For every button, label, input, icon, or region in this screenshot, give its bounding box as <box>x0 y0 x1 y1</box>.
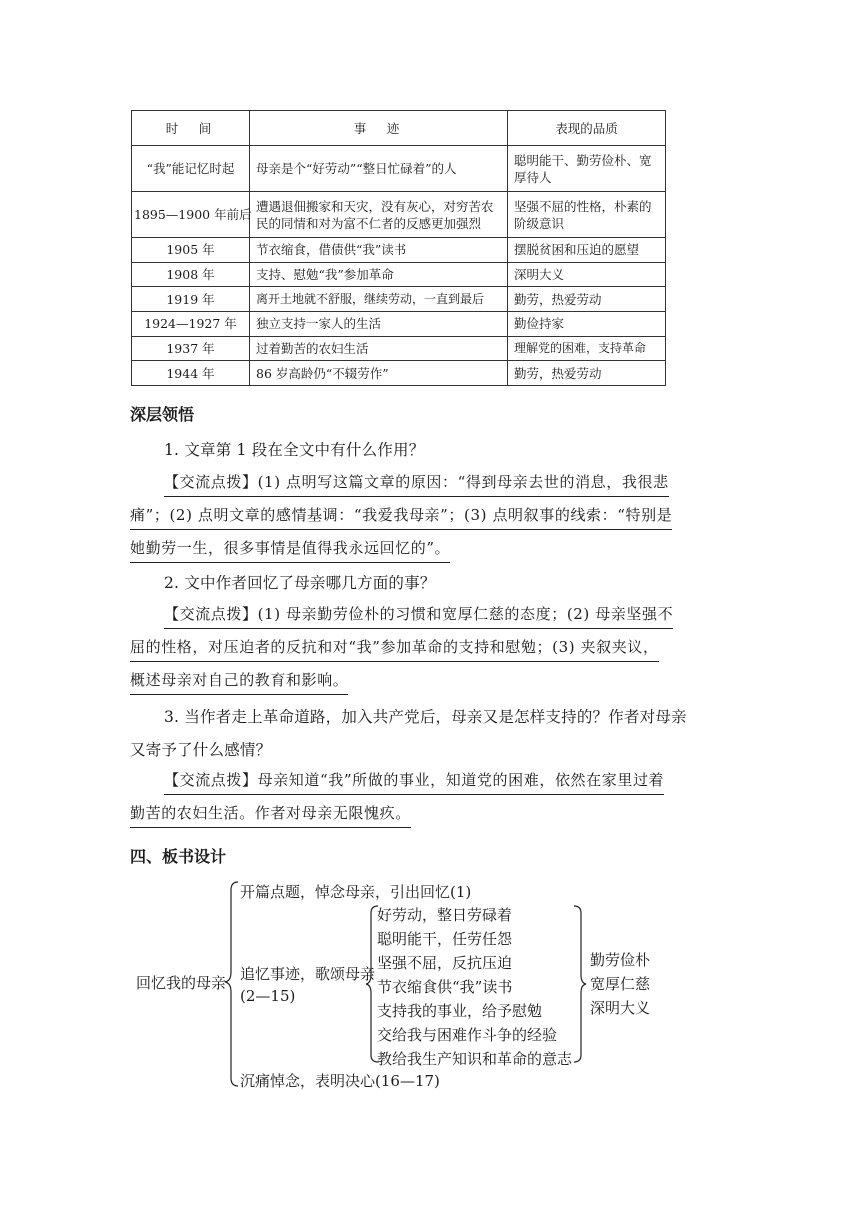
board-deed: 支持我的事业，给予慰勉 <box>377 1002 543 1020</box>
board-branch-opening: 开篇点题，悼念母亲，引出回忆(1) <box>240 883 472 901</box>
board-deed: 聪明能干，任劳任怨 <box>377 930 513 948</box>
answer-1-line: 痛”；(2) 点明文章的感情基调：“我爱我母亲”；(3) 点明叙事的线索：“特别是 <box>130 501 672 530</box>
board-deed: 坚强不屈，反抗压迫 <box>377 954 513 972</box>
cell-time: 1919 年 <box>132 287 250 312</box>
board-branch-deeds: 追忆事迹，歌颂母亲 <box>240 965 376 983</box>
question-2: 2. 文中作者回忆了母亲哪几方面的事？ <box>164 574 436 592</box>
answer-2-line: 【交流点拨】(1) 母亲勤劳俭朴的习惯和宽厚仁慈的态度；(2) 母亲坚强不 <box>164 600 673 629</box>
cell-quality: 勤俭持家 <box>508 312 666 337</box>
answer-2-line: 屈的性格，对压迫者的反抗和对“我”参加革命的支持和慰勉；(3) 夹叙夹议， <box>130 633 659 662</box>
cell-event: 86 岁高龄仍“不辍劳作” <box>250 361 508 386</box>
cell-time: 1905 年 <box>132 238 250 263</box>
cell-quality: 摆脱贫困和压迫的愿望 <box>508 238 666 263</box>
cell-event: 过着勤苦的农妇生活 <box>250 336 508 361</box>
cell-quality: 聪明能干、勤劳俭朴、宽厚待人 <box>508 146 666 192</box>
header-event: 事 迹 <box>250 111 508 146</box>
answer-1-line: 她勤劳一生，很多事情是值得我永远回忆的”。 <box>130 534 450 563</box>
cell-time: 1908 年 <box>132 262 250 287</box>
board-deed: 教给我生产知识和革命的意志 <box>377 1050 573 1068</box>
board-deed: 交给我与困难作斗争的经验 <box>377 1026 558 1044</box>
board-branch-ending: 沉痛悼念，表明决心(16—17) <box>240 1072 440 1090</box>
question-1: 1. 文章第 1 段在全文中有什么作用？ <box>164 441 425 459</box>
brace-qualities <box>574 906 586 1062</box>
cell-time: 1944 年 <box>132 361 250 386</box>
cell-time: “我”能记忆时起 <box>132 146 250 192</box>
cell-event: 母亲是个“好劳动”“整日忙碌着”的人 <box>250 146 508 192</box>
board-root: 回忆我的母亲 <box>136 974 227 992</box>
cell-event: 离开土地就不舒服，继续劳动，一直到最后 <box>250 287 508 312</box>
section-heading-deep: 深层领悟 <box>130 405 195 424</box>
answer-3-line: 【交流点拨】母亲知道“我”所做的事业，知道党的困难，依然在家里过着 <box>164 766 664 795</box>
section-heading-board: 四、板书设计 <box>130 847 227 866</box>
board-quality: 深明大义 <box>590 999 651 1017</box>
cell-time: 1895—1900 年前后 <box>132 192 250 238</box>
cell-event: 节衣缩食，借债供“我”读书 <box>250 238 508 263</box>
cell-quality: 坚强不屈的性格，朴素的阶级意识 <box>508 192 666 238</box>
cell-event: 遭遇退佃搬家和天灾，没有灰心，对穷苦农民的同情和对为富不仁者的反感更加强烈 <box>250 192 508 238</box>
cell-time: 1924—1927 年 <box>132 312 250 337</box>
board-deed: 好劳动，整日劳碌着 <box>377 906 513 924</box>
cell-event: 支持、慰勉“我”参加革命 <box>250 262 508 287</box>
brace-main <box>225 882 238 1086</box>
header-quality: 表现的品质 <box>508 111 666 146</box>
question-3-line: 又寄予了什么感情？ <box>130 741 272 759</box>
answer-3-line: 勤苦的农妇生活。作者对母亲无限愧疚。 <box>130 799 411 828</box>
header-time: 时 间 <box>132 111 250 146</box>
cell-event: 独立支持一家人的生活 <box>250 312 508 337</box>
cell-quality: 勤劳，热爱劳动 <box>508 361 666 386</box>
question-3-line: 3. 当作者走上革命道路，加入共产党后，母亲又是怎样支持的？作者对母亲 <box>164 708 687 726</box>
cell-quality: 勤劳，热爱劳动 <box>508 287 666 312</box>
board-quality: 勤劳俭朴 <box>590 951 651 969</box>
cell-quality: 深明大义 <box>508 262 666 287</box>
cell-time: 1937 年 <box>132 336 250 361</box>
answer-1-line: 【交流点拨】(1) 点明写这篇文章的原因：“得到母亲去世的消息，我很悲 <box>164 468 669 497</box>
board-branch-deeds-range: (2—15) <box>240 987 296 1005</box>
board-quality: 宽厚仁慈 <box>590 975 651 993</box>
cell-quality: 理解党的困难，支持革命 <box>508 336 666 361</box>
answer-2-line: 概述母亲对自己的教育和影响。 <box>130 666 348 695</box>
board-deed: 节衣缩食供“我”读书 <box>377 978 513 996</box>
